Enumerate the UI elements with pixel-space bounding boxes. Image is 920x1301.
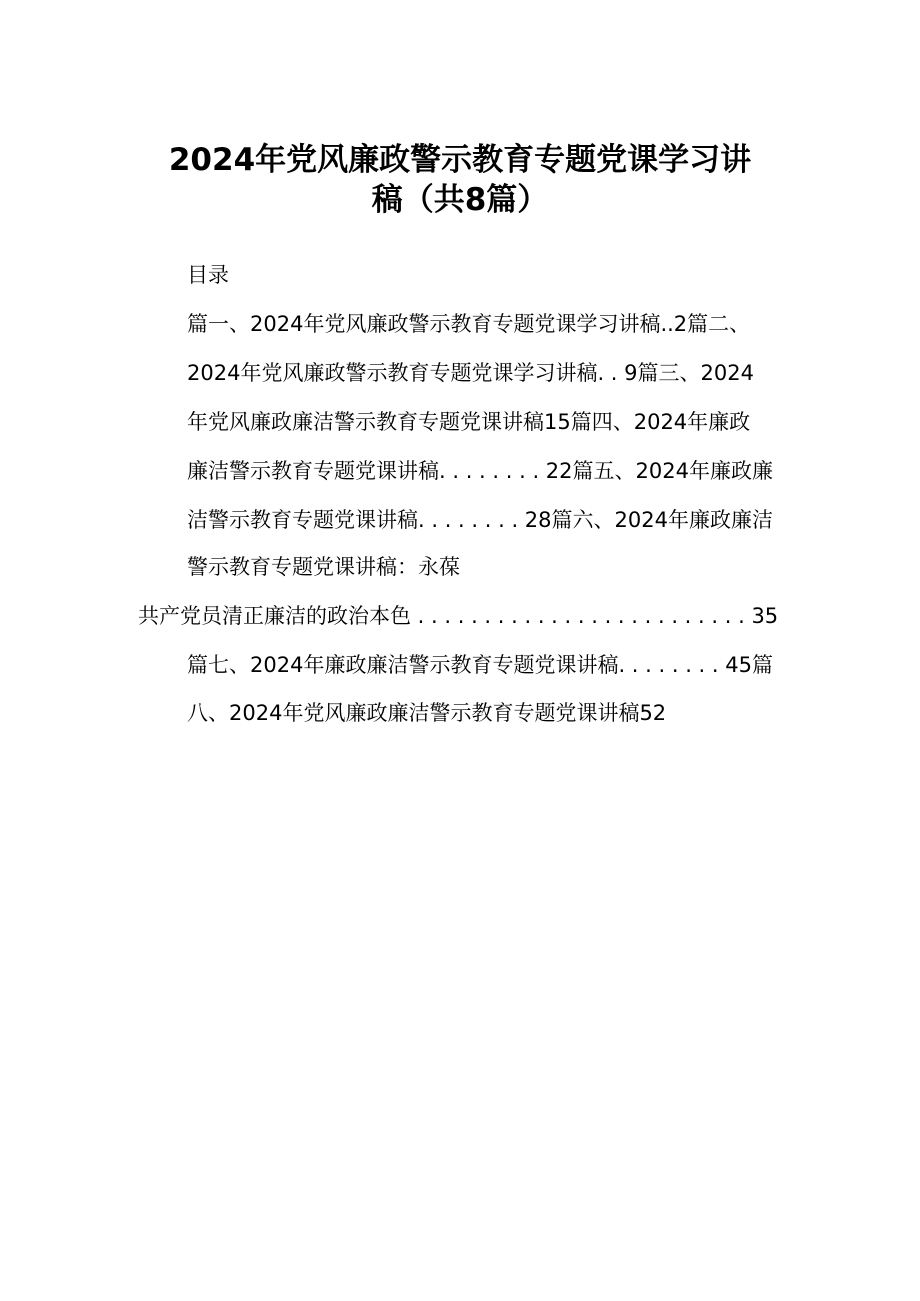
toc-line: 洁警示教育专题党课讲稿. . . . . . . . 28篇六、2024年廉政廉洁 xyxy=(187,508,773,532)
toc-line: 共产党员清正廉洁的政治本色 . . . . . . . . . . . . . . . . . . . . . . . . . 35 xyxy=(138,604,779,628)
toc-line: 廉洁警示教育专题党课讲稿. . . . . . . . 22篇五、2024年廉政廉 xyxy=(187,459,773,483)
document-title-line-2: 稿（共8篇） xyxy=(371,182,549,218)
toc-heading: 目录 xyxy=(187,263,229,287)
document-title-line-1: 2024年党风廉政警示教育专题党课学习讲 xyxy=(168,142,752,178)
toc-line: 八、2024年党风廉政廉洁警示教育专题党课讲稿52 xyxy=(187,701,667,725)
toc-line: 篇一、2024年党风廉政警示教育专题党课学习讲稿..2篇二、 xyxy=(187,312,751,336)
toc-line: 2024年党风廉政警示教育专题党课学习讲稿. . 9篇三、2024 xyxy=(187,361,754,385)
toc-line: 警示教育专题党课讲稿：永葆 xyxy=(187,555,460,579)
toc-line: 年党风廉政廉洁警示教育专题党课讲稿15篇四、2024年廉政 xyxy=(187,410,751,434)
toc-line: 篇七、2024年廉政廉洁警示教育专题党课讲稿. . . . . . . . 45篇 xyxy=(187,653,773,677)
